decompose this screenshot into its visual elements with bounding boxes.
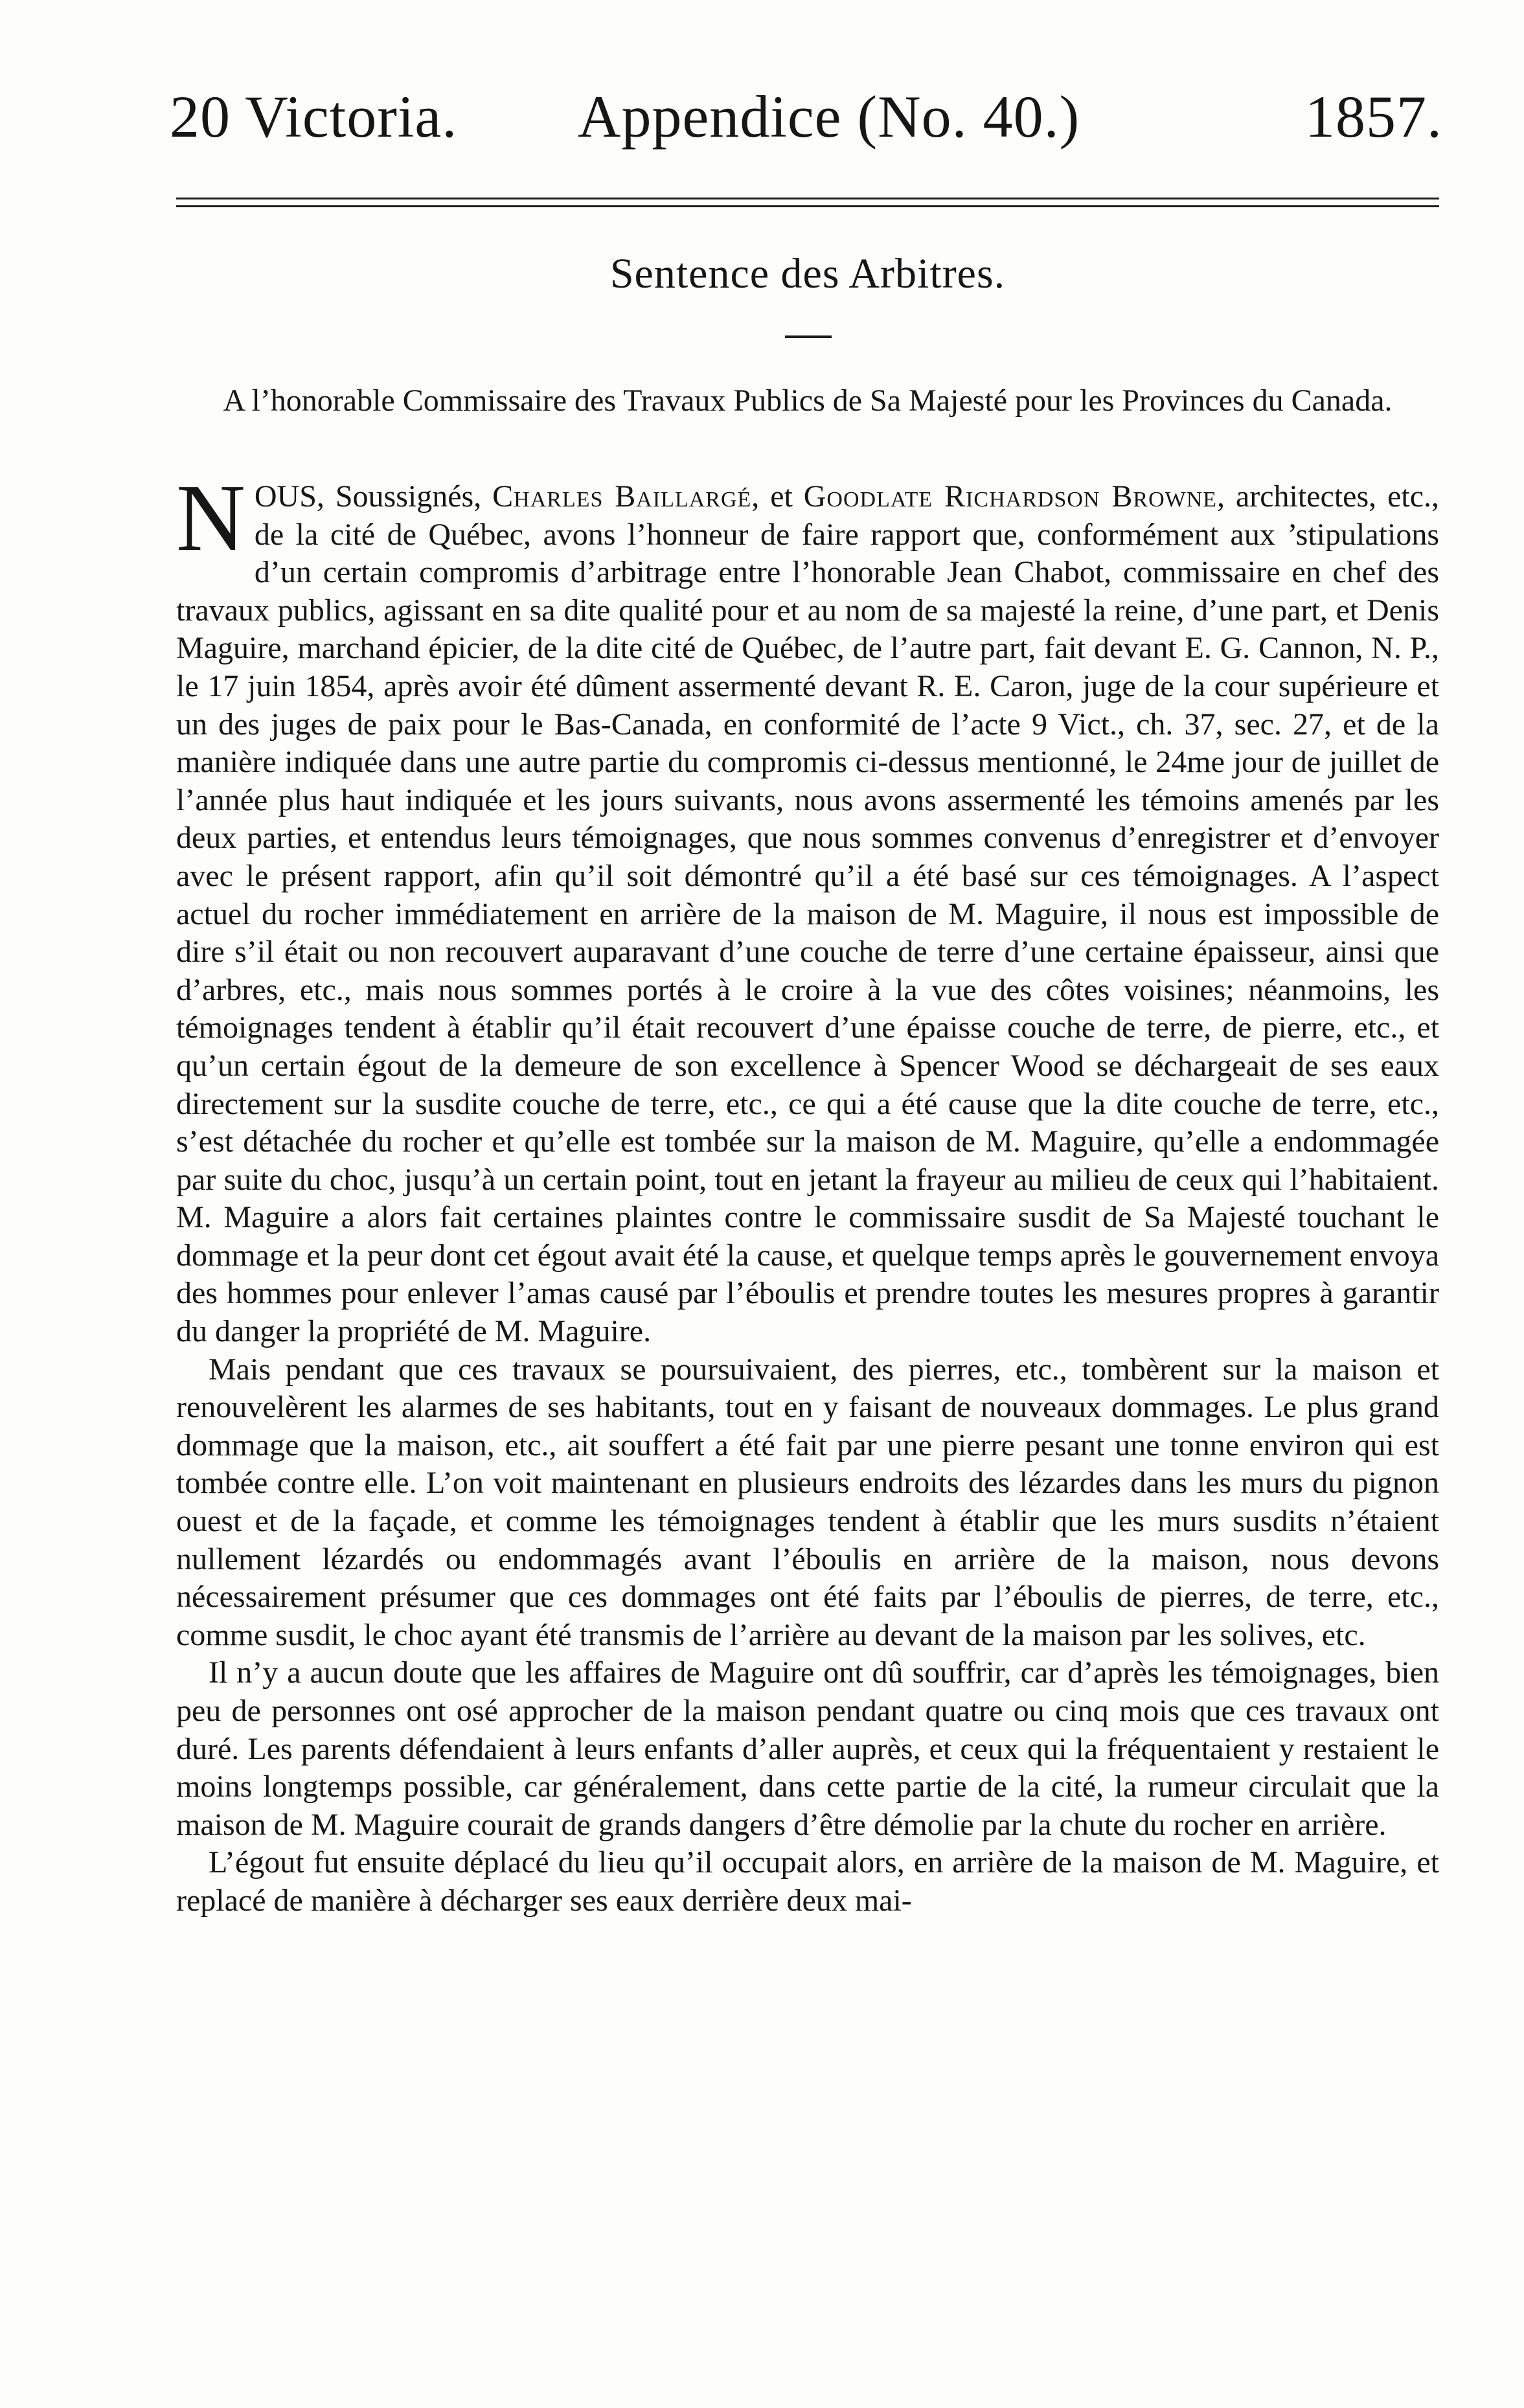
paragraph-1-lead: OUS, Soussignés, [254,479,493,514]
header-session: 20 Victoria. [170,84,458,150]
header-rule-bottom [176,205,1439,207]
address-line: A l’honorable Commissaire des Travaux Publics de Sa Majesté pour les Provinces du Canada. [223,383,1393,418]
header-year: 1857. [1305,84,1442,150]
paragraph-3: Il n’y a aucun doute que les affaires de Maguire ont dû souffrir, car d’après les témoignages, bien peu de personnes ont osé approcher de la maison pendant quatre ou cinq mois que ces travaux ont duré. Les parents défendaient à leurs enfants d’aller auprès, et ceux qui la fréquentaient y restaient le moins longtemps possible, car généralement, dans cette partie de la cité, la rumeur circulait que la maison de M. Maguire courait de grands dangers d’être démolie par la chute du rocher en arrière. [176,1655,1439,1842]
paragraph-1-mid: , et [751,479,804,514]
header-appendix: Appendice (No. 40.) [578,84,1080,150]
section-title: Sentence des Arbitres. [609,250,1006,297]
paragraph-4: L’égout fut ensuite déplacé du lieu qu’il occupait alors, en arrière de la maison de M. Maguire, et replacé de manière à décharger ses eaux derrière deux mai- [176,1845,1439,1918]
body-text [176,465,1440,1920]
drop-cap: N [176,465,245,571]
arbiter-name-1: Charles Baillargé [492,479,752,514]
arbiter-name-2: Goodlate Richardson Browne [803,479,1218,514]
paragraph-2: Mais pendant que ces travaux se poursuivaient, des pierres, etc., tombèrent sur la maison et renouvelèrent les alarmes de ses habitants, tout en y faisant de nouveaux dommages. Le plus grand dommage que la maison, etc., ait souffert a été fait par une pierre pesant une tonne environ qui est tombée contre elle. L’on voit maintenant en plusieurs endroits des lézardes dans les murs du pignon ouest et de la façade, et comme les témoignages tendent à établir que les murs susdits n’étaient nullement lézardés ou endommagés avant l’éboulis en arrière de la maison, nous devons nécessairement présumer que ces dommages ont été faits par l’éboulis de pierres, de terre, etc., comme susdit, le choc ayant été transmis de l’arrière au devant de la maison par les solives, etc. [176,1352,1439,1652]
title-separator [785,335,832,338]
paragraph-1 [176,465,1440,1351]
running-header [170,78,1442,162]
paragraph-1-rest: , architectes, etc., de la cité de Québec, avons l’honneur de faire rapport que, conformément aux ’stipulations d’un certain compromis d’arbitrage entre l’honorable Jean Chabot, commissaire en chef des travaux publics, agissant en sa dite qualité pour et au nom de sa majesté la reine, d’une part, et Denis Maguire, marchand épicier, de la dite cité de Québec, de l’autre part, fait devant E. G. Cannon, N. P., le 17 juin 1854, après avoir été dûment assermenté devant R. E. Caron, juge de la cour supérieure et un des juges de paix pour le Bas-Canada, en conformité de l’acte 9 Vict., ch. 37, sec. 27, et de la manière indiquée dans une autre partie du compromis ci-dessus mentionné, le 24me jour de juillet de l’année plus haut indiquée et les jours suivants, nous avons assermenté les témoins amenés par les deux parties, et entendus leurs témoignages, que nous sommes convenus d’enregistrer et d’envoyer avec le présent rapport, afin qu’il soit démontré qu’il a été basé sur ces témoignages. A l’aspect actuel du rocher immédiatement en arrière de la maison de M. Maguire, il nous est impossible de dire s’il était ou non recouvert auparavant d’une couche de terre d’une certaine épaisseur, ainsi que d’arbres, etc., mais nous sommes portés à le croire à la vue des côtes voisines; néanmoins, les témoignages tendent à établir qu’il était recouvert d’une épaisse couche de terre, de pierre, etc., et qu’un certain égout de la demeure de son excellence à Spencer Wood se déchargeait de ses eaux directement sur la susdite couche de terre, etc., ce qui a été cause que la dite couche de terre, etc., s’est détachée du rocher et qu’elle est tombée sur la maison de M. Maguire, qu’elle a endommagée par suite du choc, jusqu’à un certain point, tout en jetant la frayeur au milieu de ceux qui l’habitaient. M. Maguire a alors fait certaines plaintes contre le commissaire susdit de Sa Majesté touchant le dommage et la peur dont cet égout avait été la cause, et quelque temps après le gouvernement envoya des hommes pour enlever l’amas causé par l’éboulis et prendre toutes les mesures propres à garantir du danger la propriété de M. Maguire. [176,479,1440,1349]
header-rule-top [176,198,1439,199]
